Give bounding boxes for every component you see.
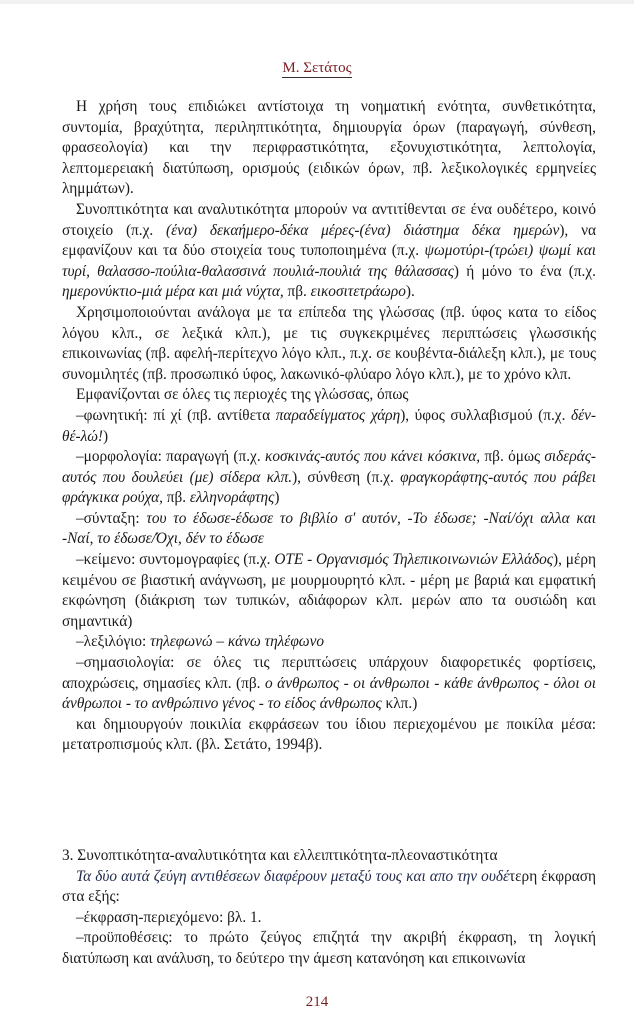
example-italic: δέν-θέ-λώ! <box>62 406 596 445</box>
paragraph-levels: Χρησιμοποιούνται ανάλογα με τα επίπεδα της γλώσσας (πβ. ύφος κατα το είδος λόγου κλπ., σε λεξικά κλπ.), με τις συγκεκριμένες περιπτώσεις γλωσσικής επικοινωνίας (πβ. αφελή-περίτεχνο λόγο κλπ., π.χ. σε κουβέντα-διάλεξη κλπ.), με τους συνομιλητές (πβ. προσωπικό ύφος, λακωνικό-φλύαρο λόγο κλπ.), με το χρόνο κλπ. <box>62 303 596 383</box>
section-heading: 3. Συνοπτικότητα-αναλυτικότητα και ελλειπτικότητα-πλεοναστικότητα <box>62 847 498 864</box>
example-italic: παραδείγματος χάρη <box>275 406 401 424</box>
example-italic: ο άνθρωπος - οι άνθρωποι - κάθε άνθρωπος - όλοι οι άνθρωποι - το ανθρώπινο γένος - το είδος άνθρωπος <box>62 674 596 713</box>
paragraph-usage: Η χρήση τους επιδιώκει αντίστοιχα τη νοηματική ενότητα, συνθετικότητα, συντομία, βραχύτητα, περιληπτικότητα, δημιουργία όρων (παραγωγή, σύνθεση, φρασεολογία) και την περιφραστικότητα, εξονυχιστικότητα, λεπτολογία, λεπτομερειακή διατύπωση, ορισμούς (ειδικών όρων, πβ. λεξικολογικές ερμηνείες λημμάτων). <box>62 98 596 198</box>
text-run: –μορφολογία: παραγωγή (π.χ. <box>76 448 265 466</box>
paragraph-contrast <box>62 200 596 303</box>
list-item-phonetics <box>62 406 596 447</box>
example-italic: ΟΤΕ - Οργανισμός Τηλεπικοινωνιών Ελλάδος <box>274 551 553 569</box>
list-item-syntax <box>62 509 596 550</box>
text-run: ), μέρη κειμένου σε βιαστική ανάγνωση, με μουρμουρητό κλπ. - μέρη με βαριά και εμφατική εκφώνηση (διάκριση των τυπικών, αδιάφορων κλπ. μερών απο τα ουσιώδη και σημαντικά) <box>62 551 596 630</box>
list-item-vocabulary <box>62 632 596 653</box>
intro-italic: Τα δύο αυτά ζεύγη αντιθέσεων διαφέρουν μεταξύ τους και απο την ουδέ <box>76 867 509 885</box>
list-item-morphology <box>62 447 596 509</box>
intro-rest: τερη έκφραση στα εξής: <box>62 867 596 906</box>
example-italic: (ένα) δεκαήμερο-δέκα μέρες-(ένα) διάστημα δέκα ημερών <box>166 221 560 239</box>
text-run: ). <box>405 283 415 301</box>
text-run: ) <box>103 427 109 445</box>
text-run: –κείμενο: συντομογραφίες (π.χ. <box>76 551 275 569</box>
text-run: κλπ.) <box>381 695 418 713</box>
text-run: ), να εμφανίζουν και τα δύο στοιχεία τους τυποποιημένα (π.χ. <box>62 221 596 260</box>
text-run: ) <box>274 489 280 507</box>
page-footer <box>0 994 634 1011</box>
text-run: πβ. <box>162 489 190 507</box>
text-run: –λεξιλόγιο: <box>76 633 151 651</box>
paragraph-closing: και δημιουργούν ποικιλία εκφράσεων του ίδιου περιεχομένου με ποικίλα μέσα: μετατροπισμούς κλπ. (βλ. Σετάτο, 1994β). <box>62 715 596 754</box>
running-title: Μ. Σετάτος <box>282 60 352 76</box>
text-run: ) ή μόνο το ένα (π.χ. <box>453 262 596 280</box>
text-run: –σημασιολογία: σε όλες τις περιπτώσεις υπάρχουν διαφορετικές φορτίσεις, αποχρώσεις, σημασίες κλπ. (πβ. <box>62 654 596 692</box>
example-italic: κοσκινάς-αυτός που κάνει κόσκινα, <box>265 448 481 466</box>
list-item-semantics <box>62 653 596 715</box>
section-intro <box>62 867 596 908</box>
example-italic: ψωμοτύρι-(τρώει) ψωμί και τυρί, θαλασσο-πούλια-θαλασσινά πουλιά-πουλιά της θάλασσας <box>62 242 596 280</box>
text-run: –φωνητική: πί χί (πβ. αντίθετα <box>76 406 276 424</box>
page-number: 214 <box>305 994 329 1010</box>
running-header <box>0 60 634 77</box>
page-edge <box>0 0 634 4</box>
text-run: ), σύνθεση (π.χ. <box>292 468 401 486</box>
example-italic: εικοσιτετράωρο <box>310 283 406 301</box>
list-item-prerequisites: –προϋποθέσεις: το πρώτο ζεύγος επιζητά την ακριβή έκφραση, τη λογική διατύπωση και ανάλυση, το δεύτερο την άμεση κατανόηση και επικοινωνία <box>62 929 596 967</box>
text-run: πβ. όμως <box>480 448 545 466</box>
example-italic: φραγκοράφτης-αυτός που ράβει φράγκικα ρούχα, <box>62 468 596 507</box>
example-italic: σιδεράς-αυτός που δουλεύει (με) σίδερα κλπ. <box>62 448 596 486</box>
text-run: ), ύφος συλλαβισμού (π.χ. <box>400 406 571 424</box>
example-italic: ημερονύκτιο-μιά μέρα και μιά νύχτα, <box>62 283 284 301</box>
example-italic: τηλεφωνώ – κάνω τηλέφωνο <box>150 633 325 651</box>
section-3-block <box>62 846 596 970</box>
text-run: Συνοπτικότητα και αναλυτικότητα μπορούν να αντιτίθενται σε ένα ουδέτερο, κοινό στοιχείο (π.χ. <box>62 200 596 239</box>
text-run: –σύνταξη: <box>76 509 147 527</box>
list-item-text <box>62 550 596 632</box>
paragraph-areas-intro: Εμφανίζονται σε όλες τις περιοχές της γλώσσας, όπως <box>76 386 409 404</box>
text-run: πβ. <box>283 283 311 301</box>
example-italic: του το έδωσε-έδωσε το βιβλίο σ' αυτόν, -Το έδωσε; -Ναί/όχι αλλα και -Ναί, το έδωσε/Όχι, δέν το έδωσε <box>62 509 596 548</box>
list-item-expression: –έκφραση-περιεχόμενο: βλ. 1. <box>76 908 262 926</box>
example-italic: ελληνοράφτης <box>189 489 275 507</box>
main-text-block <box>62 97 596 756</box>
